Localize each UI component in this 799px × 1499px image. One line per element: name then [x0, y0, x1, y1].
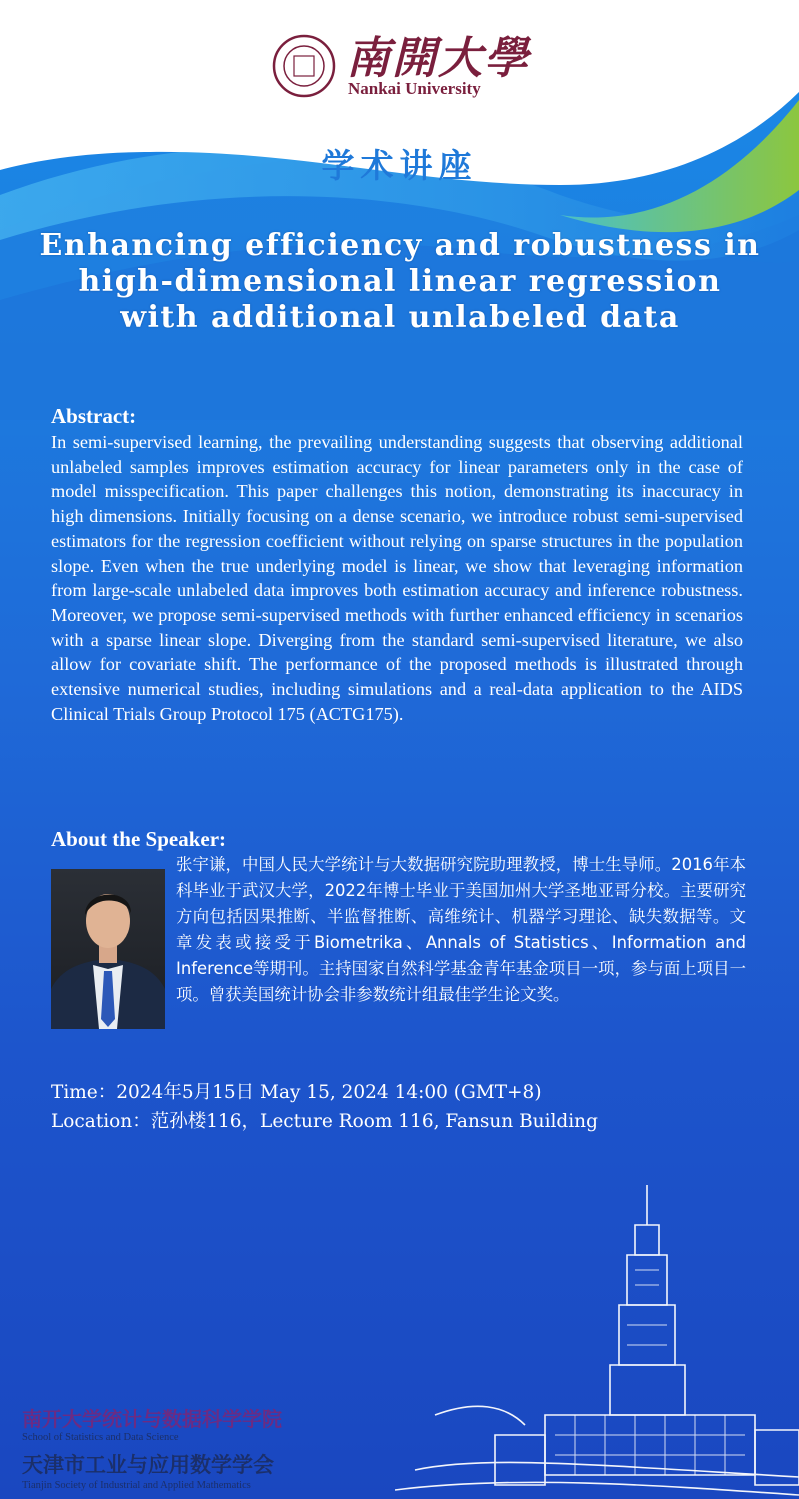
talk-title-line: Enhancing efficiency and robustness in	[39, 228, 761, 263]
talk-title-line: with additional unlabeled data	[120, 300, 680, 335]
speaker-photo	[51, 869, 165, 1029]
logo-english-name: Nankai University	[348, 79, 481, 98]
logo-chinese-name: 南開大學	[346, 33, 530, 84]
footer-society-name-cn: 天津市工业与应用数学学会	[22, 1452, 274, 1477]
footer-school-name-en: School of Statistics and Data Science	[22, 1432, 179, 1443]
abstract-heading: Abstract:	[51, 404, 137, 428]
talk-title	[20, 228, 780, 336]
footer-school-name-cn: 南开大学统计与数据科学学院	[22, 1407, 282, 1431]
footer-society-name-en: Tianjin Society of Industrial and Applied Mathematics	[22, 1480, 251, 1491]
speaker-bio: 张宇谦，中国人民大学统计与大数据研究院助理教授，博士生导师。2016年本科毕业于武汉大学，2022年博士毕业于美国加州大学圣地亚哥分校。主要研究方向包括因果推断、半监督推断、高维统计、机器学习理论、缺失数据等。文章发表或接受于Biometrika、Annals of Statistics、Information and Inference等期刊。主持国家自然科学基金青年基金项目一项，参与面上项目一项。曾获美国统计协会非参数统计组最佳学生论文奖。	[176, 855, 746, 1004]
abstract-text: In semi-supervised learning, the prevailing understanding suggests that observing additional unlabeled samples improves estimation accuracy for linear parameters only in the case of model misspecification. This paper challenges this notion, demonstrating its inaccuracy in high dimensions. Initially focusing on a dense scenario, we introduce robust semi-supervised estimators for the regression coefficient without relying on sparse structures in the population slope. Even when the true underlying model is linear, we show that leveraging information from large-scale unlabeled data improves both estimation accuracy and inference robustness. Moreover, we propose semi-supervised methods with further enhanced efficiency in scenarios with a sparse linear slope. Diverging from the standard semi-supervised literature, we also allow for covariate shift. The performance of the proposed methods is illustrated through extensive numerical studies, including simulations and a real-data application to the AIDS Clinical Trials Group Protocol 175 (ACTG175).	[51, 432, 743, 724]
building-sketch-illustration	[395, 1185, 799, 1499]
nankai-logo	[272, 22, 532, 98]
nankai-seal-icon	[272, 34, 336, 98]
lecture-banner: 学术讲座	[321, 146, 478, 185]
speaker-portrait-icon	[51, 869, 165, 1029]
speaker-heading: About the Speaker:	[51, 827, 227, 851]
talk-title-line: high-dimensional linear regression	[78, 264, 722, 299]
event-time: Time：2024年5月15日 May 15, 2024 14:00 (GMT+8)	[51, 1082, 542, 1103]
event-location: Location：范孙楼116，Lecture Room 116, Fansun Building	[51, 1111, 598, 1132]
